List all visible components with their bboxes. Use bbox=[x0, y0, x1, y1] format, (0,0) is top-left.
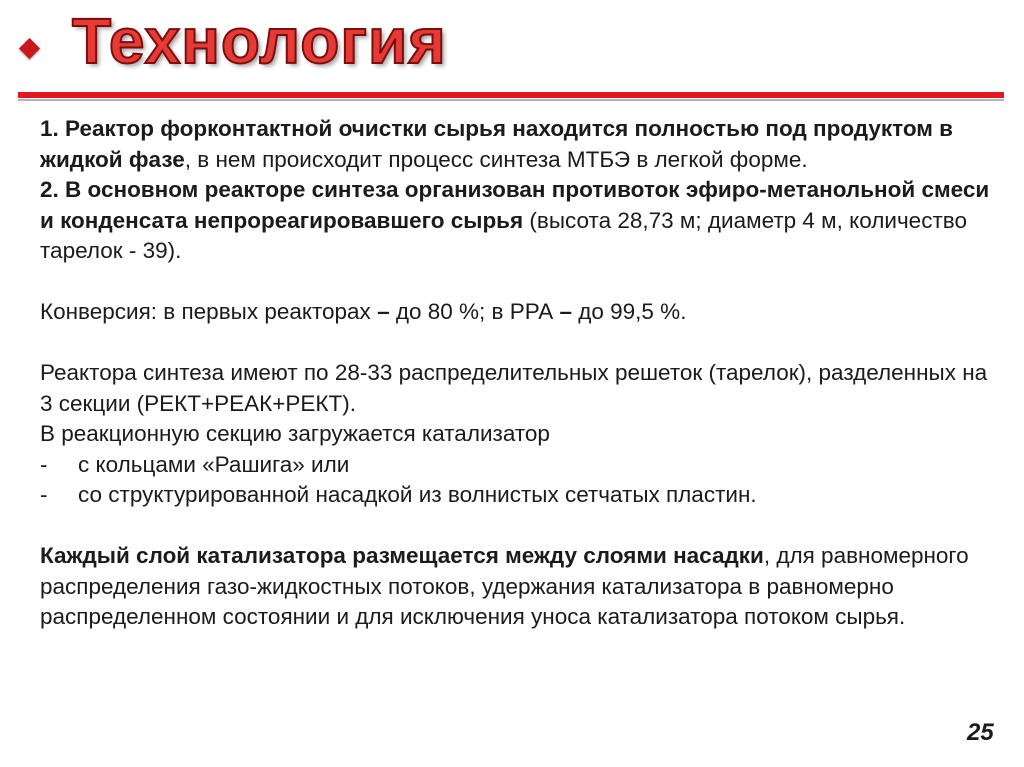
paragraph-2-bold: 2. В основном реакторе синтеза организован противоток эфиро-метанольной смеси и конденсата непрореагировавшего сырья bbox=[40, 177, 990, 233]
conversion-text-c: до 99,5 %. bbox=[572, 299, 687, 324]
conversion-text-a: Конверсия: в первых реакторах bbox=[40, 299, 378, 324]
title-divider-red bbox=[18, 92, 1004, 98]
conversion-dash-2: – bbox=[559, 299, 572, 324]
conversion-text-b: до 80 %; в РРА bbox=[389, 299, 560, 324]
page-number: 25 bbox=[967, 719, 994, 746]
slide-title: Технология bbox=[72, 5, 447, 77]
list-item-text: с кольцами «Рашига» или bbox=[78, 451, 350, 477]
paragraph-conversion bbox=[40, 297, 990, 328]
slide-body bbox=[40, 114, 990, 633]
paragraph-reactor-trays: Реактора синтеза имеют по 28-33 распределительных решеток (тарелок), разделенных на 3 секции (РЕКТ+РЕАК+РЕКТ). bbox=[40, 360, 988, 416]
list-marker: - bbox=[40, 482, 48, 507]
list-marker: - bbox=[40, 451, 48, 477]
paragraph-2-text: (высота 28,73 м; диаметр 4 м, количество тарелок - 39). bbox=[40, 207, 967, 263]
list-item-text: со структурированной насадкой из волнистых сетчатых пластин. bbox=[78, 482, 757, 507]
spacer bbox=[40, 511, 990, 542]
title-bullet-icon bbox=[19, 38, 40, 59]
title-divider-grey bbox=[18, 99, 1004, 101]
spacer bbox=[40, 328, 990, 359]
spacer bbox=[40, 267, 990, 298]
paragraph-forcontact-reactor bbox=[40, 114, 990, 175]
list-item bbox=[40, 480, 990, 511]
paragraph-1-text: , в нем происходит процесс синтеза МТБЭ в легкой форме. bbox=[184, 146, 808, 172]
paragraph-catalyst: В реакционную секцию загружается катализатор bbox=[40, 421, 550, 446]
paragraph-main-reactor bbox=[40, 175, 990, 267]
paragraph-final-text: , для равномерного распределения газо-жидкостных потоков, удержания катализатора в равномерно распределенном состоянии и для исключения уноса катализатора потоком сырья. bbox=[40, 543, 969, 629]
paragraph-1-bold: 1. Реактор форконтактной очистки сырья находится полностью под продуктом в жидкой фазе bbox=[40, 116, 954, 172]
paragraph-final-bold: Каждый слой катализатора размещается между слоями насадки bbox=[40, 543, 764, 568]
paragraph-catalyst-layers bbox=[40, 541, 990, 633]
conversion-dash-1: – bbox=[377, 299, 390, 324]
list-item bbox=[40, 450, 990, 481]
